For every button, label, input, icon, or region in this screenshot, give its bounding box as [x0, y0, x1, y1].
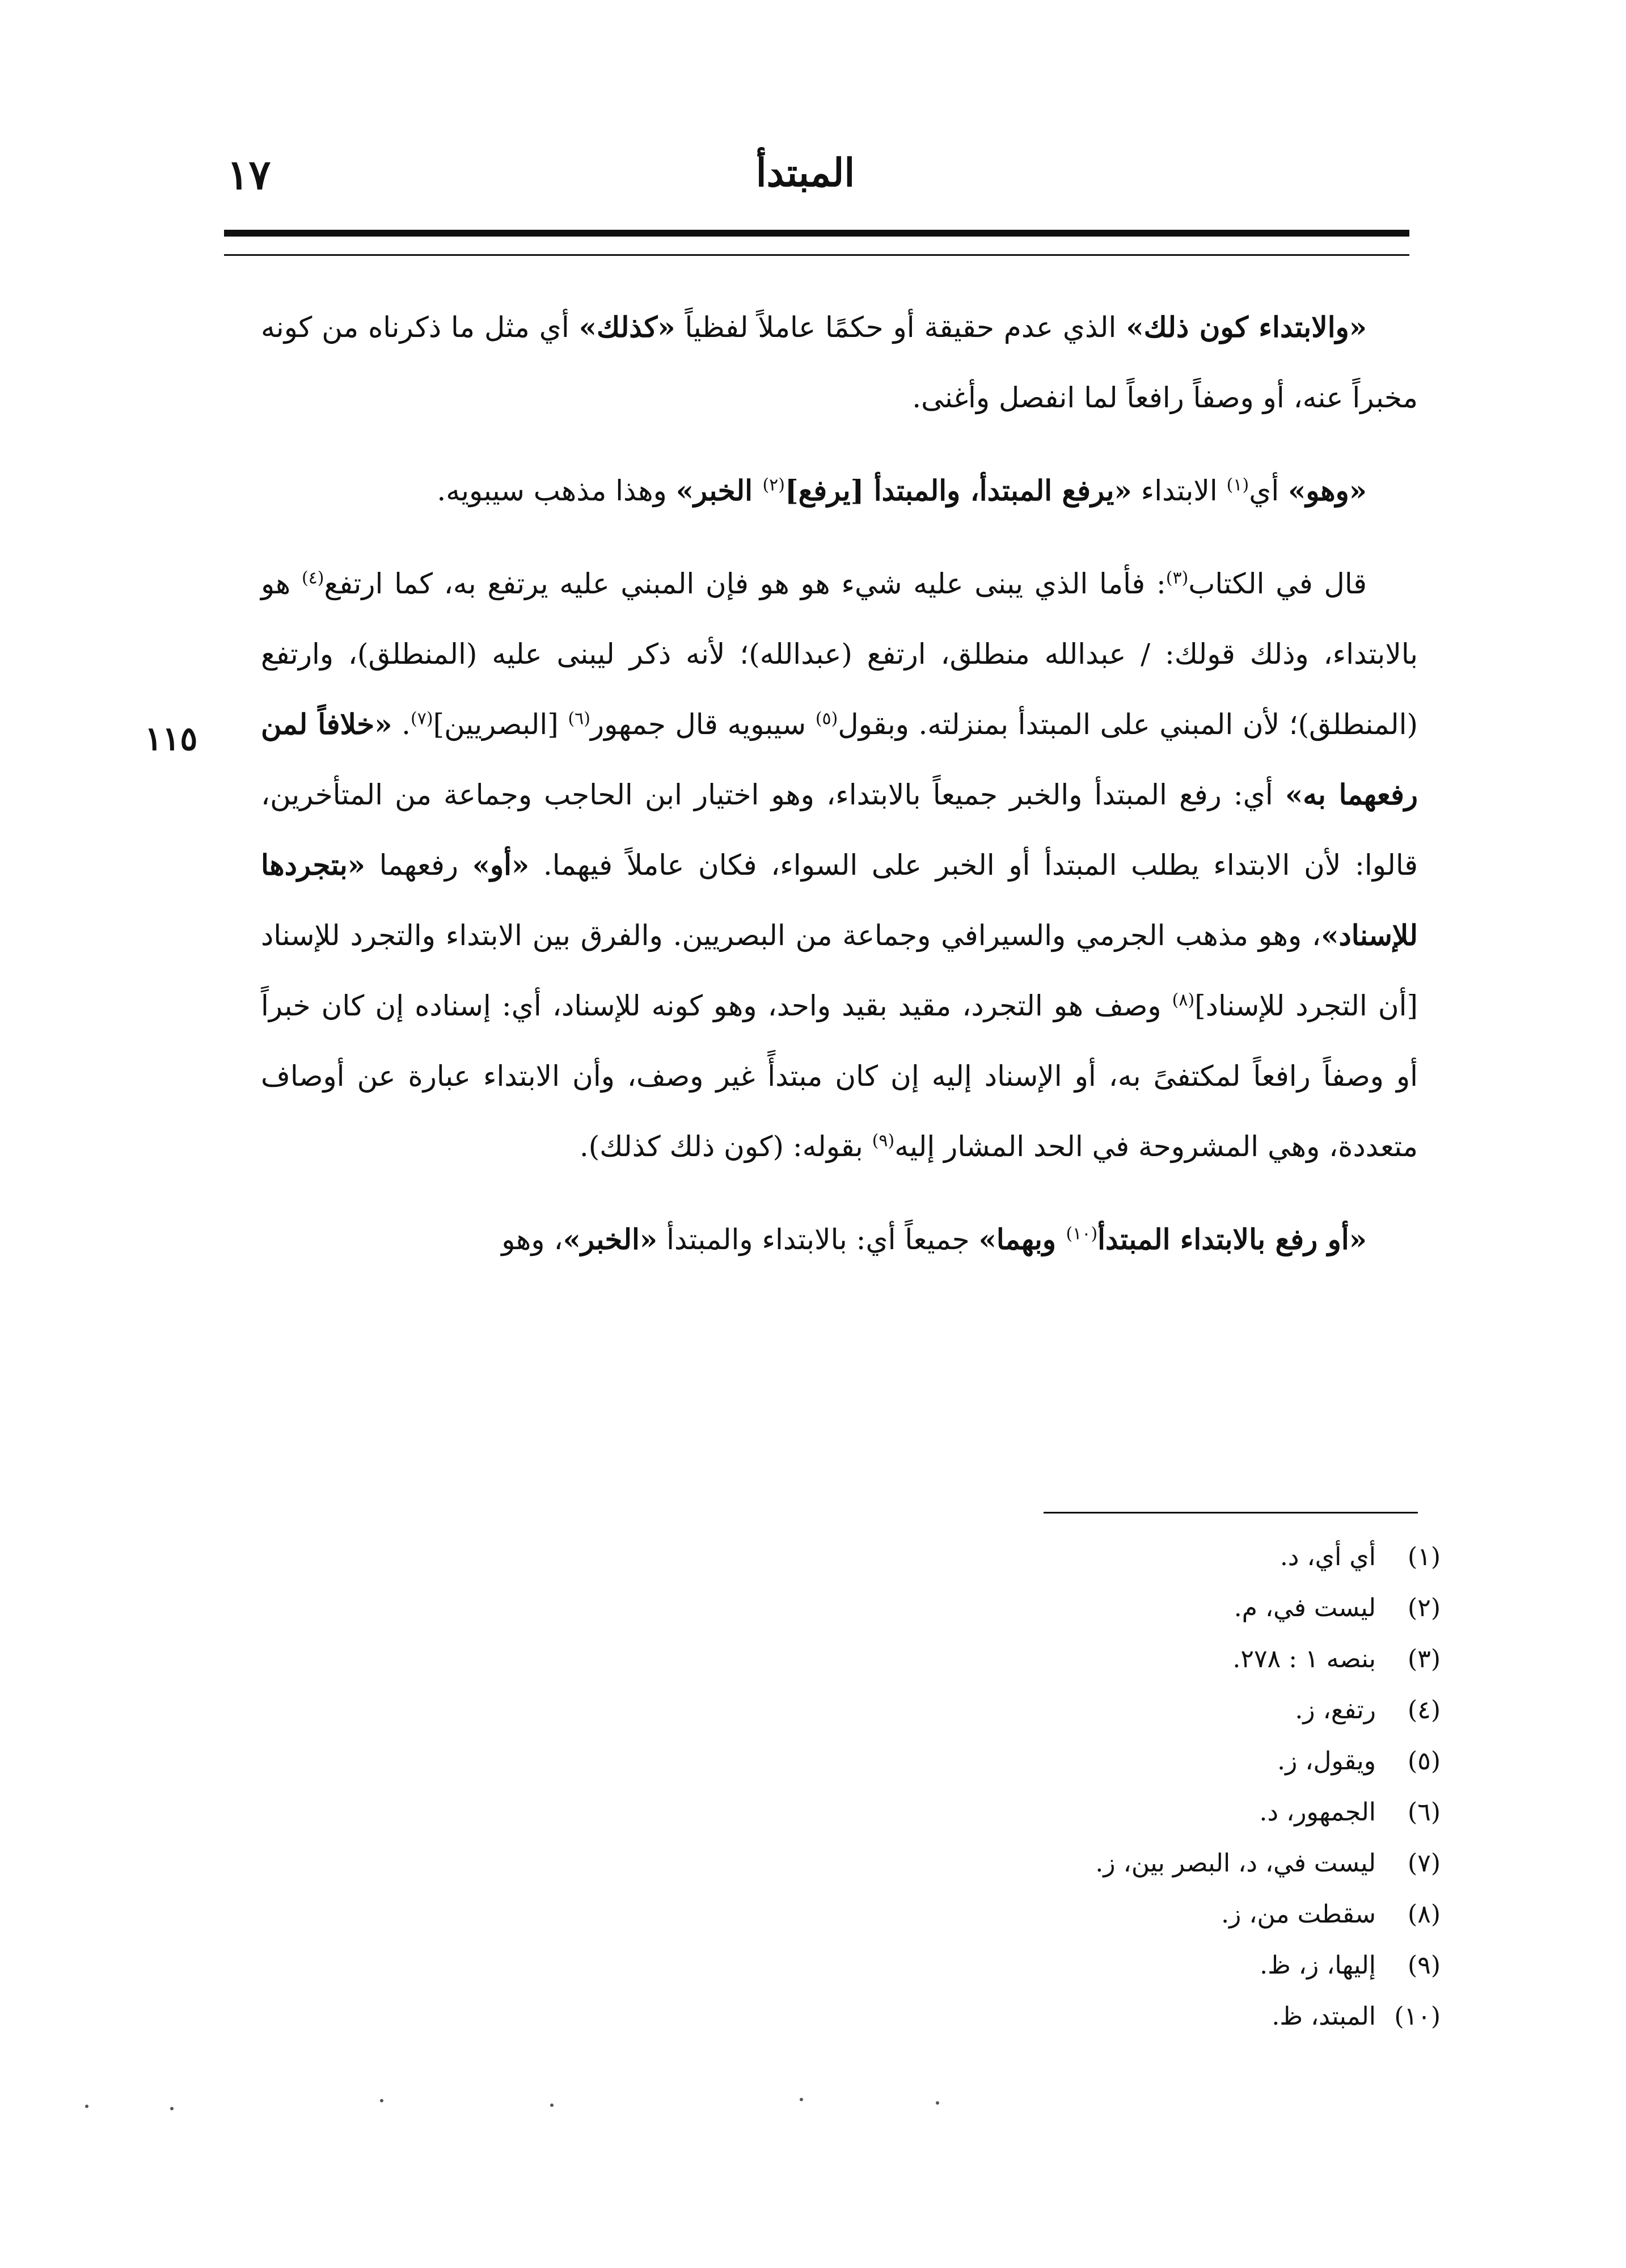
footnote-ref: (٣)	[1165, 568, 1189, 588]
footnote-number: (٧)	[1408, 1849, 1441, 1878]
footnote-text: سقطت من، ز.	[1221, 1900, 1376, 1929]
footnote-number: (٦)	[1408, 1798, 1441, 1827]
footnote-ref: (٦)	[568, 709, 591, 729]
speck	[936, 2101, 939, 2105]
speck	[550, 2103, 554, 2107]
footnote	[681, 1991, 1441, 2042]
text-run: قال في الكتاب	[1188, 567, 1367, 600]
footnote-ref: (٧)	[411, 709, 433, 729]
footnote	[681, 1634, 1441, 1685]
bold-phrase: الخبر»	[675, 474, 763, 507]
footnote	[681, 1889, 1441, 1940]
bold-phrase: «أو رفع بالابتداء المبتدأ	[1097, 1222, 1367, 1256]
bold-phrase: «يرفع المبتدأ، والمبتدأ [يرفع]	[785, 474, 1132, 507]
footnote	[681, 1532, 1441, 1583]
footnote	[681, 1838, 1441, 1889]
text-run: وهذا مذهب سيبويه.	[437, 474, 676, 507]
footnote-number: (٤)	[1408, 1696, 1441, 1725]
footnote-ref: (٩)	[872, 1131, 895, 1151]
bold-phrase: «كذلك»	[578, 310, 675, 344]
bold-phrase: «الخبر»	[563, 1222, 658, 1256]
footnote	[681, 1583, 1441, 1634]
speck	[170, 2107, 174, 2110]
footnote-text: ويقول، ز.	[1277, 1747, 1376, 1776]
text-run: بقوله: (كون ذلك كذلك).	[579, 1130, 872, 1163]
footnote-number: (٢)	[1408, 1593, 1441, 1622]
footnote-ref: (٢)	[762, 475, 785, 495]
body-text	[261, 292, 1418, 1297]
footnote-text: ليست في، د، البصر بين، ز.	[1095, 1849, 1376, 1878]
running-title: المبتدأ	[755, 150, 855, 196]
footnote-text: إليها، ز، ظ.	[1260, 1951, 1376, 1980]
footnote-number: (٣)	[1408, 1645, 1441, 1673]
bold-phrase: «أو»	[472, 848, 530, 882]
text-run: جميعاً أي: بالابتداء والمبتدأ	[657, 1223, 979, 1256]
footnote-rule	[1044, 1512, 1418, 1514]
paragraph	[261, 292, 1418, 433]
speck	[380, 2099, 383, 2102]
text-run: أي: رفع المبتدأ والخبر جميعاً بالابتداء، وهو اختيار ابن الحاجب وجماعة من المتأخرين، قالوا: لأن الابتداء يطلب المبتدأ أو الخبر على السواء، فكان عاملاً فيهما.	[261, 778, 1418, 882]
footnote-number: (٥)	[1408, 1747, 1441, 1776]
text-run: أي مثل ما ذكرناه من كونه مخبراً عنه، أو وصفاً رافعاً لما انفصل وأغنى.	[261, 311, 1418, 414]
text-run: ، وهو مذهب الجرمي والسيرافي وجماعة من البصريين. والفرق بين الابتداء والتجرد للإسناد [أن التجرد للإسناد]	[261, 919, 1418, 1022]
text-run: هو بالابتداء، وذلك قولك: / عبدالله منطلق، ارتفع (عبدالله)؛ لأنه ذكر ليبنى عليه (المنطلق)، وارتفع (المنطلق)؛ لأن المبني على المبتدأ بمنزلته. وبقول	[261, 567, 1418, 741]
bold-phrase: «بتجردها للإسناد»	[261, 848, 1418, 952]
text-run: الذي عدم حقيقة أو حكمًا عاملاً لفظياً	[675, 311, 1126, 344]
footnote-ref: (١)	[1226, 475, 1249, 495]
footnote	[681, 1787, 1441, 1838]
bold-phrase: «وهو»	[1288, 474, 1367, 507]
footnote	[681, 1940, 1441, 1991]
text-run: أي	[1249, 474, 1289, 507]
footnote-text: بنصه ١ : ٢٧٨.	[1232, 1645, 1376, 1673]
text-run: ، وهو	[501, 1223, 563, 1256]
footnote-ref: (١٠)	[1066, 1224, 1098, 1244]
text-run: رفعهما	[365, 849, 472, 882]
footnote-ref: (٥)	[815, 709, 838, 729]
bold-phrase: «والابتداء كون ذلك»	[1126, 310, 1367, 344]
footnote-ref: (٨)	[1172, 990, 1195, 1010]
footnotes	[681, 1532, 1441, 2042]
paragraph	[261, 456, 1418, 526]
footnote-number: (٩)	[1408, 1951, 1441, 1980]
footnote-number: (١٠)	[1394, 2002, 1441, 2031]
text-run: سيبويه قال جمهور	[590, 708, 816, 741]
bold-phrase: وبهما»	[978, 1222, 1066, 1256]
speck	[800, 2098, 803, 2101]
text-run: [البصريين]	[433, 708, 568, 741]
footnote-text: رتفع، ز.	[1295, 1696, 1376, 1725]
text-run: .	[392, 708, 411, 741]
text-run: وصف هو التجرد، مقيد بقيد واحد، وهو كونه للإسناد، أي: إسناده إن كان خبراً أو وصفاً رافعاً لمكتفىً به، أو الإسناد إليه إن كان مبتدأً غير وصف، وأن الابتداء عبارة عن أوصاف متعددة، وهي المشروحة في الحد المشار إليه	[261, 989, 1418, 1163]
speck	[85, 2105, 88, 2108]
paragraph	[261, 1204, 1418, 1275]
margin-page-reference: ١١٥	[145, 719, 198, 758]
footnote-text: ليست في، م.	[1234, 1593, 1376, 1622]
header-rule-thin	[224, 254, 1409, 256]
bold-phrase: «خلافاً لمن رفعهما به»	[261, 707, 1418, 811]
footnote-text: المبتد، ظ.	[1272, 2002, 1376, 2031]
text-run: الابتداء	[1131, 474, 1227, 507]
text-run: : فأما الذي يبنى عليه شيء هو هو فإن المبني عليه يرتفع به، كما ارتفع	[324, 567, 1166, 600]
footnote-number: (٨)	[1408, 1900, 1441, 1929]
footnote-number: (١)	[1408, 1542, 1441, 1571]
header-rule	[224, 230, 1409, 237]
footnote	[681, 1736, 1441, 1787]
footnote-text: أي أي، د.	[1279, 1542, 1376, 1571]
footnote-text: الجمهور، د.	[1259, 1798, 1376, 1827]
footnote-ref: (٤)	[301, 568, 324, 588]
footnote	[681, 1685, 1441, 1736]
paragraph	[261, 549, 1418, 1182]
page-number: ١٧	[227, 150, 271, 199]
scan-specks	[85, 2093, 1219, 2116]
